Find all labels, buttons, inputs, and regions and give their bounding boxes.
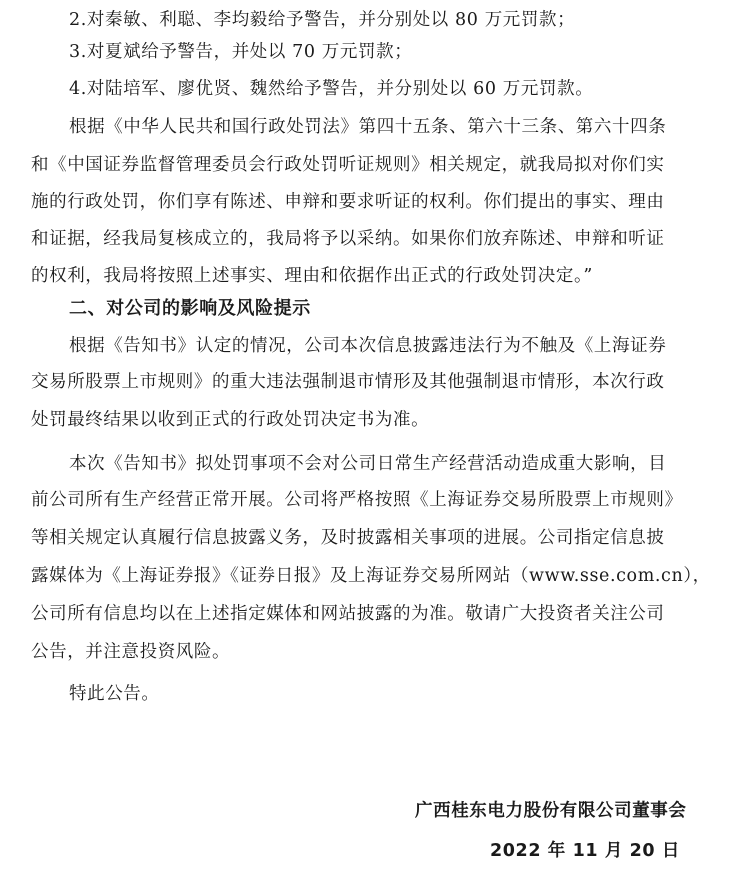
operations-line: 本次《告知书》拟处罚事项不会对公司日常生产经营活动造成重大影响，目: [69, 454, 667, 474]
closing-line: 特此公告。: [69, 684, 160, 704]
signature-date: 2022 年 11 月 20 日: [490, 841, 680, 861]
operations-line: 等相关规定认真履行信息披露义务，及时披露相关事项的进展。公司指定信息披: [31, 528, 665, 548]
penalty-item-2: 2.对秦敏、利聪、李均毅给予警告，并分别处以 80 万元罚款；: [69, 10, 576, 30]
operations-line: 公告，并注意投资风险。: [31, 642, 231, 662]
impact-line: 根据《告知书》认定的情况，公司本次信息披露违法行为不触及《上海证券: [69, 336, 667, 356]
basis-line: 根据《中华人民共和国行政处罚法》第四十五条、第六十三条、第六十四条: [69, 117, 667, 137]
operations-line: 前公司所有生产经营正常开展。公司将严格按照《上海证券交易所股票上市规则》: [31, 490, 683, 510]
operations-line: 露媒体为《上海证券报》《证券日报》及上海证券交易所网站（www.sse.com.cn），: [31, 566, 711, 586]
penalty-item-3: 3.对夏斌给予警告，并处以 70 万元罚款；: [69, 42, 413, 62]
basis-line: 施的行政处罚，你们享有陈述、申辩和要求听证的权利。你们提出的事实、理由: [31, 192, 665, 212]
signature-company: 广西桂东电力股份有限公司董事会: [415, 801, 687, 821]
impact-line: 交易所股票上市规则》的重大违法强制退市情形及其他强制退市情形，本次行政: [31, 372, 665, 392]
impact-line: 处罚最终结果以收到正式的行政处罚决定书为准。: [31, 410, 430, 430]
section-heading: 二、对公司的影响及风险提示: [69, 298, 311, 319]
basis-line: 的权利，我局将按照上述事实、理由和依据作出正式的行政处罚决定。”: [31, 266, 593, 286]
penalty-item-4: 4.对陆培军、廖优贤、魏然给予警告，并分别处以 60 万元罚款。: [69, 79, 594, 99]
basis-line: 和《中国证券监督管理委员会行政处罚听证规则》相关规定，就我局拟对你们实: [31, 155, 665, 175]
operations-line: 公司所有信息均以在上述指定媒体和网站披露的为准。敬请广大投资者关注公司: [31, 604, 665, 624]
basis-line: 和证据，经我局复核成立的，我局将予以采纳。如果你们放弃陈述、申辩和听证: [31, 229, 665, 249]
